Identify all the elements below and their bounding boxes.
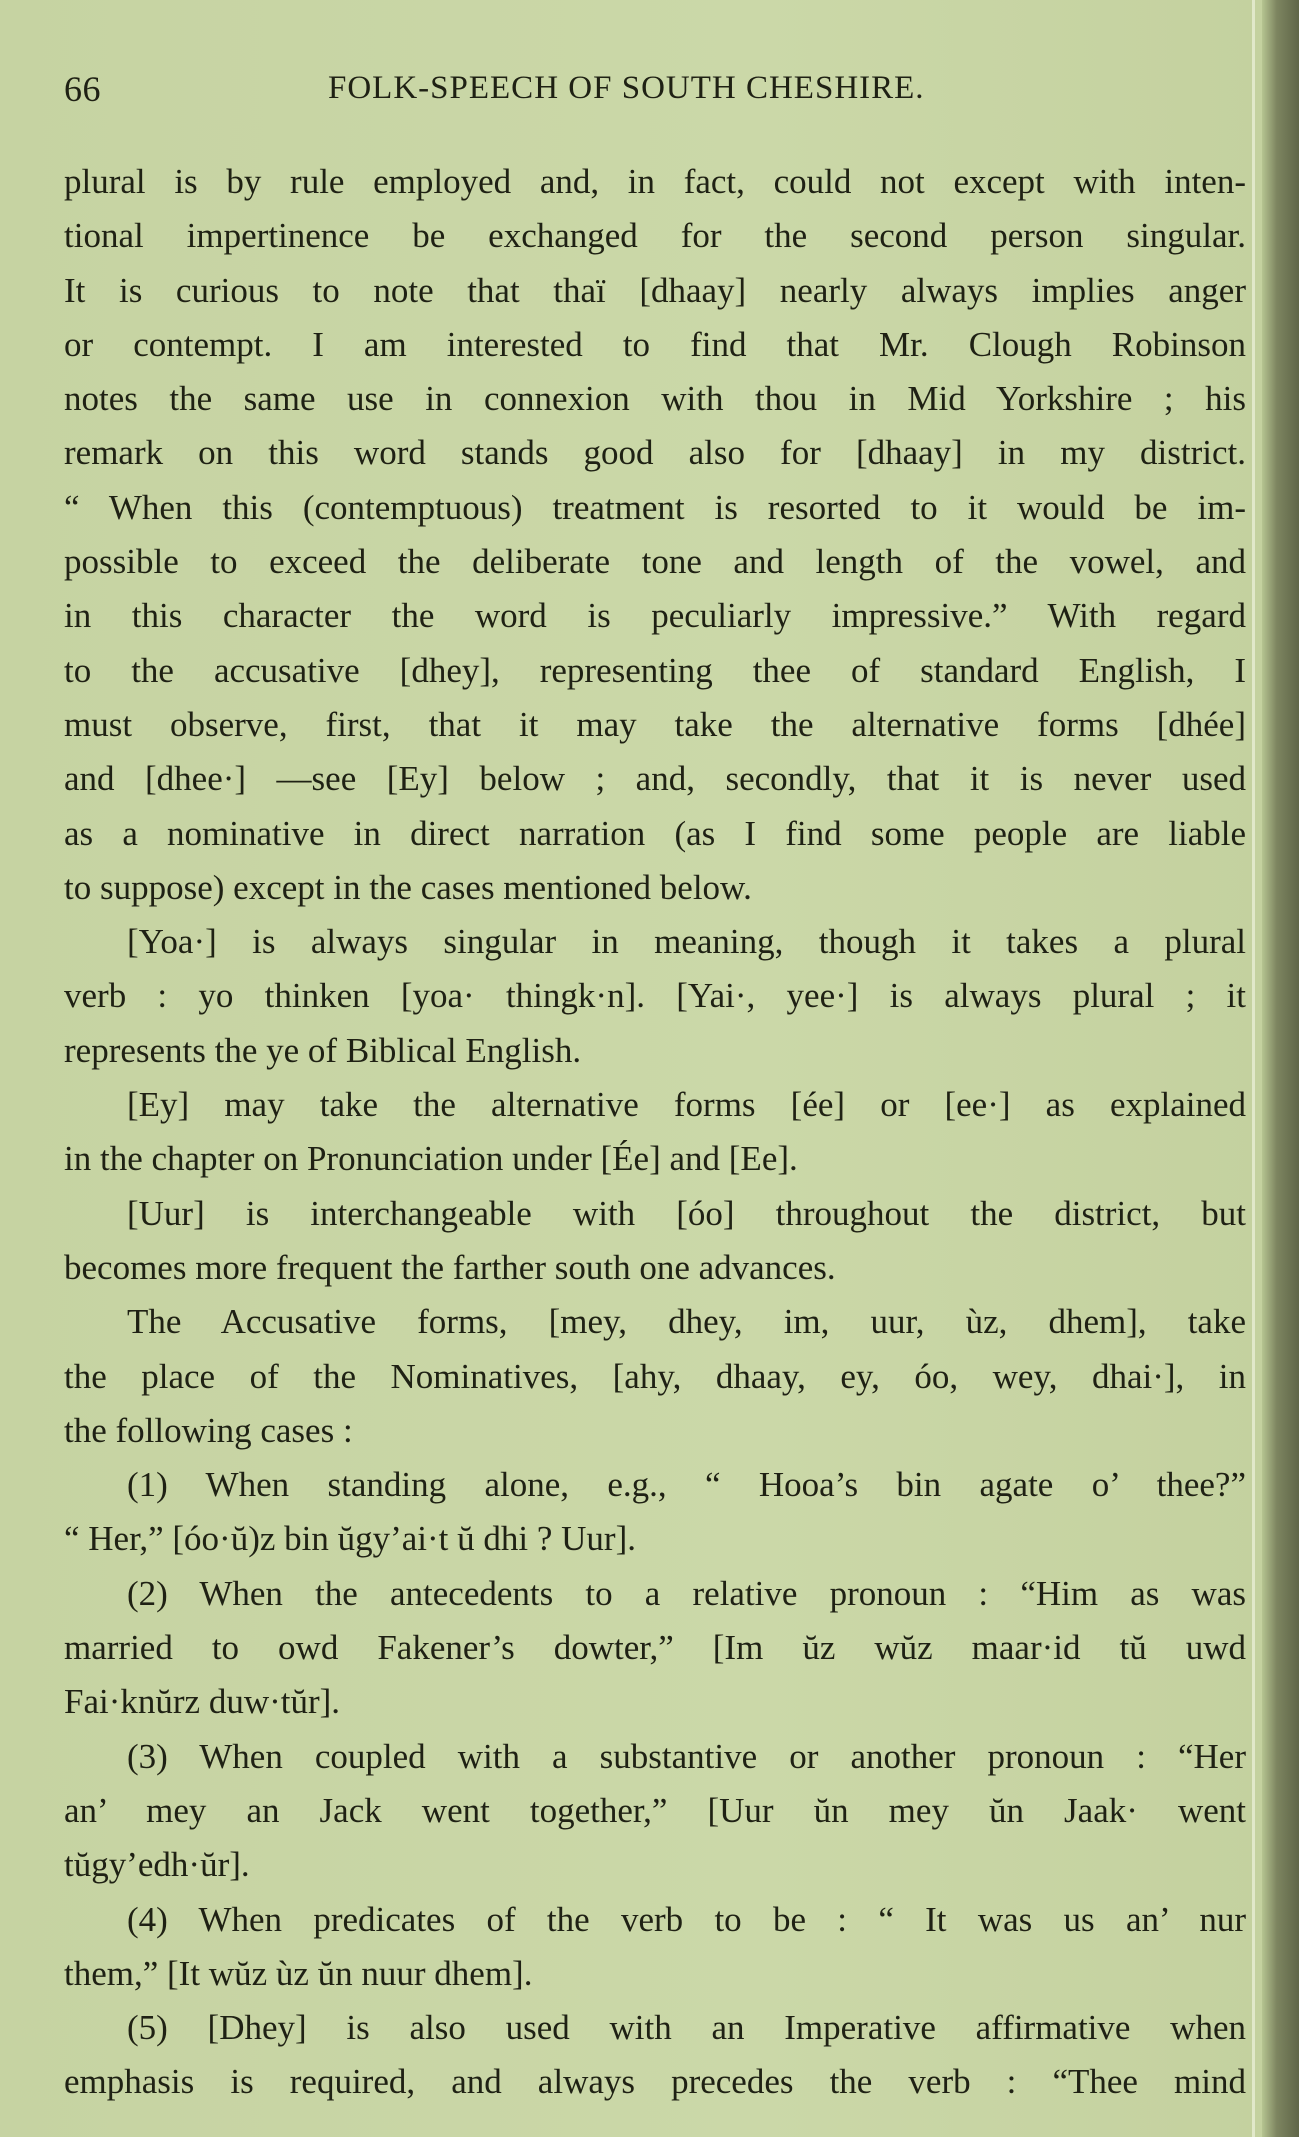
text-line: plural is by rule employed and, in fact, could not except with inten-: [64, 162, 1246, 201]
text-line: “ Her,” [óo·ŭ)z bin ŭgy’ai·t ŭ dhi ? Uur].: [64, 1519, 636, 1559]
page-edge-shadow: [1262, 0, 1299, 2137]
text-line: the following cases :: [64, 1410, 353, 1450]
text-line: tional impertinence be exchanged for the second person singular.: [64, 216, 1246, 256]
text-line: (4) When predicates of the verb to be : “ It was us an’ nur: [127, 1899, 1246, 1939]
text-line: the place of the Nominatives, [ahy, dhaay, ey, óo, wey, dhai·], in: [64, 1356, 1246, 1396]
text-line: married to owd Fakener’s dowter,” [Im ŭz wŭz maar·id tŭ uwd: [64, 1628, 1246, 1668]
text-line: tŭgy’edh·ŭr].: [64, 1845, 250, 1885]
text-line: “ When this (contemptuous) treatment is resorted to it would be im-: [64, 487, 1246, 527]
text-line: [Uur] is interchangeable with [óo] throughout the district, but: [127, 1193, 1246, 1233]
text-line: remark on this word stands good also for [dhaay] in my district.: [64, 433, 1246, 473]
text-line: possible to exceed the deliberate tone and length of the vowel, and: [64, 542, 1246, 582]
text-line: to the accusative [dhey], representing thee of standard English, I: [64, 650, 1246, 690]
text-line: must observe, first, that it may take the alternative forms [dhée]: [64, 704, 1246, 744]
text-line: (3) When coupled with a substantive or another pronoun : “Her: [127, 1736, 1246, 1776]
text-line: (1) When standing alone, e.g., “ Hooa’s bin agate o’ thee?”: [127, 1465, 1246, 1505]
text-line: and [dhee·] —see [Ey] below ; and, secondly, that it is never used: [64, 759, 1246, 799]
text-line: represents the ye of Biblical English.: [64, 1030, 582, 1070]
text-line: Fai·knŭrz duw·tŭr].: [64, 1682, 341, 1722]
text-line: an’ mey an Jack went together,” [Uur ŭn mey ŭn Jaak· went: [64, 1790, 1246, 1830]
body-text: [64, 155, 1246, 2110]
text-line: in the chapter on Pronunciation under [Ée] and [Ee].: [64, 1139, 798, 1179]
text-line: as a nominative in direct narration (as I find some people are liable: [64, 813, 1246, 853]
text-line: (2) When the antecedents to a relative pronoun : “Him as was: [127, 1573, 1246, 1613]
running-header: [64, 68, 1244, 118]
text-line: becomes more frequent the farther south one advances.: [64, 1247, 836, 1287]
page-number: 66: [64, 69, 101, 109]
text-line: It is curious to note that thaï [dhaay] nearly always implies anger: [64, 270, 1246, 310]
text-line: (5) [Dhey] is also used with an Imperative affirmative when: [127, 2008, 1246, 2048]
text-line: to suppose) except in the cases mentioned below.: [64, 867, 752, 907]
text-line: in this character the word is peculiarly impressive.” With regard: [64, 596, 1246, 636]
text-line: or contempt. I am interested to find that Mr. Clough Robinson: [64, 324, 1246, 364]
text-line: verb : yo thinken [yoa· thingk·n]. [Yai·, yee·] is always plural ; it: [64, 976, 1246, 1016]
text-line: emphasis is required, and always precedes the verb : “Thee mind: [64, 2062, 1246, 2102]
page-edge-highlight: [1252, 0, 1255, 2137]
text-line: [Ey] may take the alternative forms [ée] or [ee·] as explained: [127, 1085, 1246, 1125]
text-line: notes the same use in connexion with thou in Mid Yorkshire ; his: [64, 379, 1246, 419]
text-line: them,” [It wŭz ùz ŭn nuur dhem].: [64, 1953, 533, 1993]
text-line: The Accusative forms, [mey, dhey, im, uur, ùz, dhem], take: [127, 1302, 1246, 1342]
running-title: FOLK-SPEECH OF SOUTH CHESHIRE.: [328, 70, 925, 106]
text-line: [Yoa·] is always singular in meaning, though it takes a plural: [127, 922, 1246, 962]
